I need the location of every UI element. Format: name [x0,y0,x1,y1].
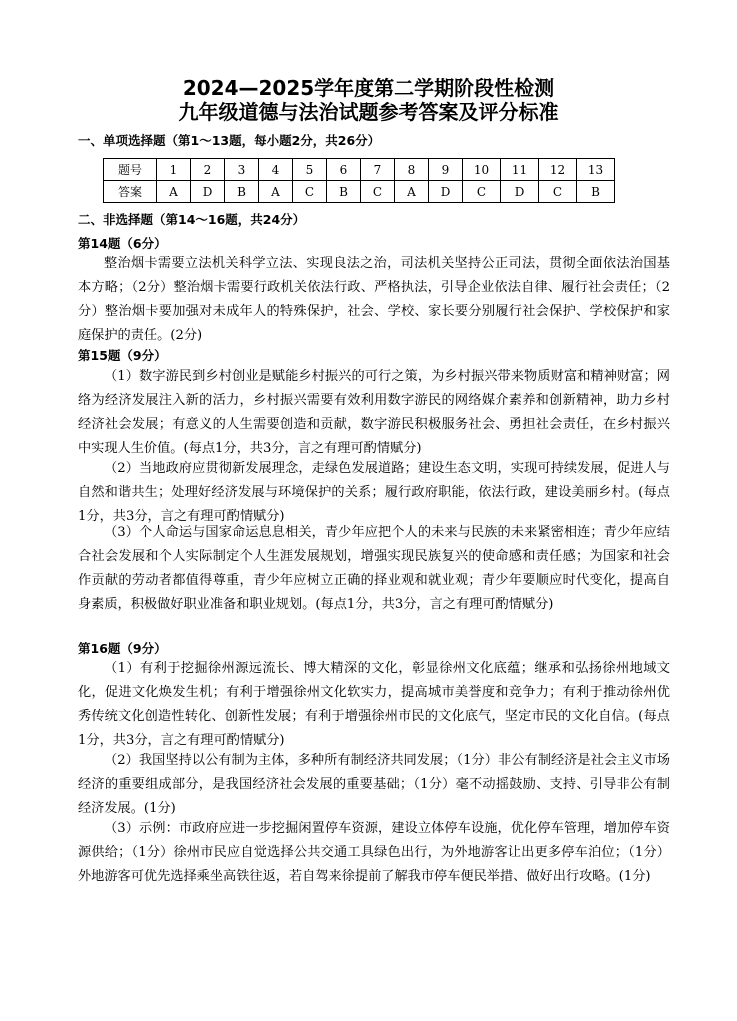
title-line-2: 九年级道德与法治试题参考答案及评分标准 [178,100,559,124]
answer-cell: B [327,181,361,203]
answer-cell: C [293,181,327,203]
q14-heading: 第14题（6分） [78,236,167,251]
answer-cell: D [501,181,539,203]
answer-cell: A [259,181,293,203]
q16-part-3: （3）示例：市政府应进一步挖掘闲置停车资源，建设立体停车设施，优化停车管理，增加停车资源供给；（1分）徐州市民应自觉选择公共交通工具绿色出行，为外地游客让出更多停车泊位；（1分）外地游客可优先选择乘坐高铁往返，若自驾来徐提前了解我市停车便民举措、做好出行攻略。(1分) [78,821,670,884]
table-row-answers [104,181,615,203]
answer-cell: B [225,181,259,203]
answer-cell: C [361,181,395,203]
section-2-heading: 二、非选择题（第14～16题，共24分） [78,212,306,227]
q15-part-3: （3）个人命运与国家命运息息相关，青少年应把个人的未来与民族的未来紧密相连；青少年应结合社会发展和个人实际制定个人生涯发展规划，增强实现民族复兴的使命感和责任感；为国家和社会作贡献的劳动者都值得尊重，青少年应树立正确的择业观和就业观；青少年要顺应时代变化，提高自身素质，积极做好职业准备和职业规划。(每点1分，共3分，言之有理可酌情赋分) [78,525,670,612]
question-number-cell: 8 [395,159,429,181]
answer-cell: C [539,181,577,203]
table-header-number: 题号 [104,159,157,181]
question-number-cell: 7 [361,159,395,181]
question-number-cell: 2 [191,159,225,181]
question-number-cell: 6 [327,159,361,181]
table-row-numbers [104,159,615,181]
q14-answer: 整治烟卡需要立法机关科学立法、实现良法之治，司法机关坚持公正司法，贯彻全面依法治国基本方略；（2分）整治烟卡需要行政机关依法行政、严格执法，引导企业依法自律、履行社会责任；（2分）整治烟卡要加强对未成年人的特殊保护，社会、学校、家长要分别履行社会保护、学校保护和家庭保护的责任。(2分) [78,256,670,343]
question-number-cell: 12 [539,159,577,181]
title-line-1: 2024—2025学年度第二学期阶段性检测 [182,76,555,100]
answer-cell: A [157,181,191,203]
answer-cell: A [395,181,429,203]
q15-heading: 第15题（9分） [78,348,167,363]
table-header-answer: 答案 [104,181,157,203]
answer-cell: D [429,181,463,203]
answer-cell: B [577,181,615,203]
q15-part-2: （2）当地政府应贯彻新发展理念，走绿色发展道路；建设生态文明，实现可持续发展，促进人与自然和谐共生；处理好经济发展与环境保护的关系；履行政府职能，依法行政，建设美丽乡村。(每点1分，共3分，言之有理可酌情赋分) [78,461,670,524]
answer-cell: C [463,181,501,203]
question-number-cell: 5 [293,159,327,181]
q15-part-1: （1）数字游民到乡村创业是赋能乡村振兴的可行之策，为乡村振兴带来物质财富和精神财富；网络为经济发展注入新的活力，乡村振兴需要有效利用数字游民的网络媒介素养和创新精神，助力乡村经济社会发展；有意义的人生需要创造和贡献，数字游民积极服务社会、勇担社会责任，在乡村振兴中实现人生价值。(每点1分，共3分，言之有理可酌情赋分) [78,369,670,456]
question-number-cell: 9 [429,159,463,181]
question-number-cell: 13 [577,159,615,181]
question-number-cell: 3 [225,159,259,181]
q16-heading: 第16题（9分） [78,641,167,656]
question-number-cell: 1 [157,159,191,181]
answer-cell: D [191,181,225,203]
answer-table [103,158,615,203]
q16-part-1: （1）有利于挖掘徐州源远流长、博大精深的文化，彰显徐州文化底蕴；继承和弘扬徐州地域文化，促进文化焕发生机；有利于增强徐州文化软实力，提高城市美誉度和竞争力；有利于推动徐州优秀传统文化创造性转化、创新性发展；有利于增强徐州市民的文化底气，坚定市民的文化自信。(每点1分，共3分，言之有理可酌情赋分) [78,661,670,748]
question-number-cell: 10 [463,159,501,181]
q16-part-2: （2）我国坚持以公有制为主体，多种所有制经济共同发展；（1分）非公有制经济是社会主义市场经济的重要组成部分，是我国经济社会发展的重要基础；（1分）毫不动摇鼓励、支持、引导非公有制经济发展。(1分) [78,753,670,816]
question-number-cell: 4 [259,159,293,181]
question-number-cell: 11 [501,159,539,181]
section-1-heading: 一、单项选择题（第1～13题，每小题2分，共26分） [78,133,381,148]
